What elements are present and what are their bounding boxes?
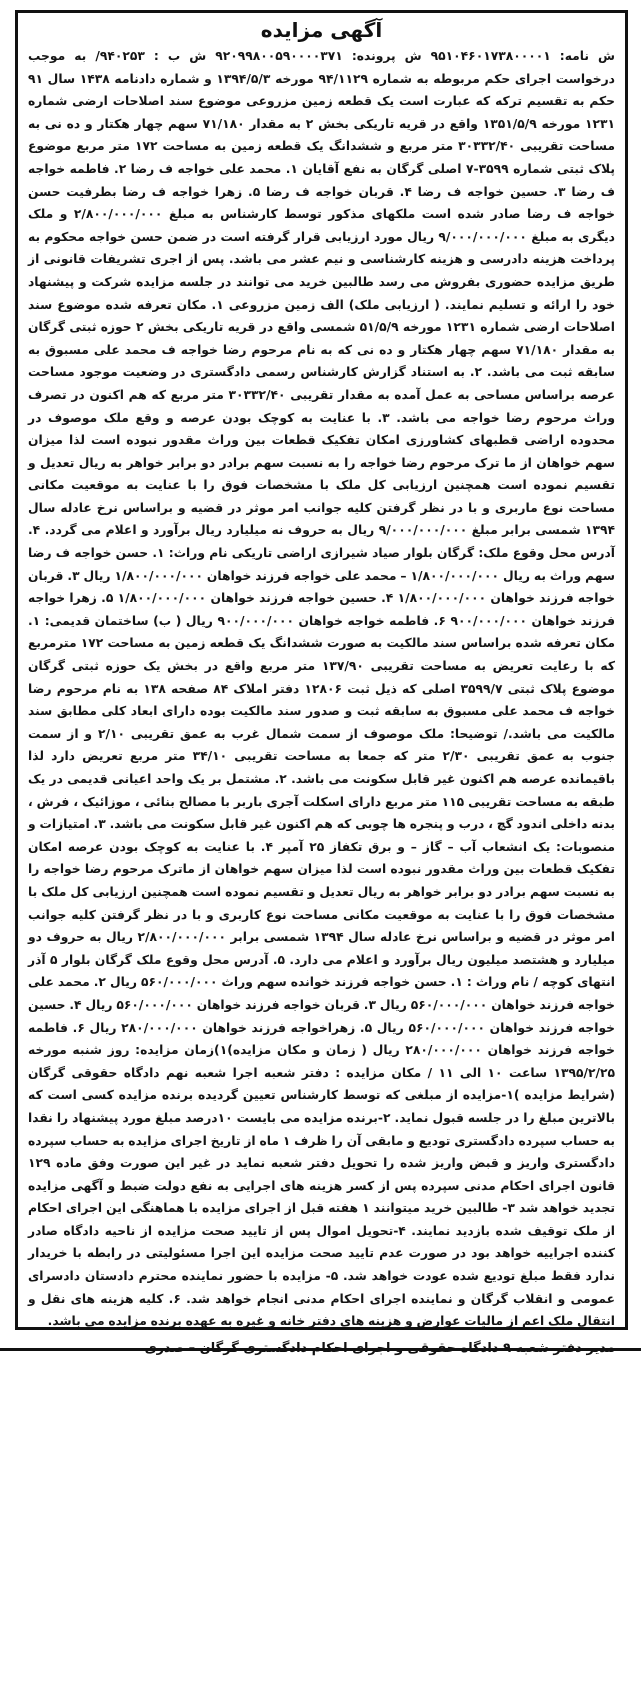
notice-body: ش نامه: ۹۵۱۰۴۶۰۱۷۳۸۰۰۰۰۱ ش پرونده: ۹۲۰۹۹۸۰۰۵۹۰۰۰۰۳۷۱ ش ب : ۹۴۰۲۵۳/ به موجب درخواست اجرای حکم مربوطه به شماره ۹۴/۱۱۲۹ مورخه ۱۳۹۴/۵/۳ و شماره دادنامه ۱۴۳۸ سال ۹۱ حکم به تقسیم ترکه که عبارت است یک قطعه زمین مزروعی موضوع سند اصلاحات ارضی شماره ۱۲۳۱ مورخه ۱۳۵۱/۵/۹ واقع در قریه تاریکی بخش ۲ به مقدار ۷۱/۱۸۰ سهم چهار هکتار و ده نی به مساحت تقریبی ۳۰۳۳۲/۴۰ متر مربع و ششدانگ یک قطعه زمین به مساحت ۱۷۲ متر مربع موضوع پلاک ثبتی شماره ۳۵۹۹-۷ اصلی گرگان به نفع آقایان ۱. محمد علی خواجه ف رضا ۲. فاطمه خواجه ف رضا ۳. حسین خواجه ف رضا ۴. قربان خواجه ف رضا ۵. زهرا خواجه ف رضا بطرفیت حسن خواجه ف رضا صادر شده است ملکهای مذکور توسط کارشناس به مبلغ ۲/۸۰۰/۰۰۰/۰۰۰ و ملک دیگری به مبلغ ۹/۰۰۰/۰۰۰/۰۰۰ ریال مورد ارزیابی قرار گرفته است در ضمن حسن خواجه محکوم به پرداخت هزینه دادرسی و هزینه کارشناسی و نیم عشر می باشد. پس از اجری تشریفات قانونی از طریق مزایده حضوری بفروش می رسد طالبین خرید می توانند در جلسه مزایده شرکت و پیشنهاد خود را ارائه و تسلیم نمایند. ( ارزیابی ملک) الف زمین مزروعی ۱. مکان تعرفه شده موضوع سند اصلاحات ارضی شماره ۱۲۳۱ مورخه ۵۱/۵/۹ شمسی واقع در قریه تاریکی بخش ۲ حوزه ثبتی گرگان به مقدار ۷۱/۱۸۰ سهم چهار هکتار و ده نی که به نام مرحوم رضا خواجه ف محمد علی مسبوق به سابقه ثبت می باشد. ۲. به استناد گزارش کارشناس رسمی دادگستری در وضعیت موجود مساحت عرصه براساس مساحی به عمل آمده به مقدار تقریبی ۳۰۳۳۲/۴۰ متر مربع که هم اکنون در تصرف وراث مرحوم رضا خواجه می باشد. ۳. با عنایت به کوچک بودن عرصه و وقع ملک موصوف در محدوده اراضی قطبهای کشاورزی امکان تفکیک قطعات بین وراث مقدور نبوده است لذا میزان سهم خواهان از ما ترک مرحوم رضا خواجه را به نسبت سهم برادر دو برابر خواهر به ریال تعدیل و تقسیم نموده است همچنین ارزیابی کل ملک با مشخصات فوق را با عنایت به موقعیت مکانی مساحت نوع ماربری و با در نظر گرفتن کلیه جوانب امر موثر در قضیه و براساس نرخ عادله سال ۱۳۹۴ شمسی برابر مبلغ ۹/۰۰۰/۰۰۰/۰۰۰ ریال به حروف نه میلیارد ریال برآورد و اعلام می گردد. ۴. آدرس محل وقوع ملک: گرگان بلوار صیاد شیرازی اراضی تاریکی نام وراث: ۱. حسن خواجه ف رضا سهم وراث به ریال ۱/۸۰۰/۰۰۰/۰۰۰ – محمد علی خواجه فرزند خواهان ۱/۸۰۰/۰۰۰/۰۰۰ ریال ۳. قربان خواجه فرزند خواهان ۱/۸۰۰/۰۰۰/۰۰۰ ۴. حسین خواجه فرزند خواهان ۱/۸۰۰/۰۰۰/۰۰۰ ۵. زهرا خواجه فرزند خواهان ۹۰۰/۰۰۰/۰۰۰ ۶. فاطمه خواجه خواهان ۹۰۰/۰۰۰/۰۰۰ ریال ( ب) ساختمان قدیمی: ۱. مکان تعرفه شده براساس سند مالکیت به صورت ششدانگ یک قطعه زمین به مساحت ۱۷۲ مترمربع که با رعایت تعریض به مساحت تقریبی ۱۳۷/۹۰ متر مربع واقع در بخش یک حوزه ثبتی گرگان موضوع پلاک ثبتی ۳۵۹۹/۷ اصلی که ذیل ثبت ۱۲۸۰۶ دفتر املاک ۸۴ صفحه ۱۳۸ به نام مرحوم رضا خواجه ف محمد علی مسبوق به سابقه ثبت و صدور سند مالکیت بوده دارای ابعاد کلی مطابق سند مالکیت می باشد./ توضیحا: ملک موصوف از سمت شمال غرب به عمق تقریبی ۲/۱۰ و از سمت جنوب به عمق تقریبی ۲/۳۰ متر که جمعا به مساحت تقریبی ۳۴/۱۰ متر مربع تعریض دارد لذا باقیمانده عرصه هم اکنون غیر قابل سکونت می باشد. ۲. مشتمل بر یک واحد اعیانی قدیمی در یک طبقه به مساحت تقریبی ۱۱۵ متر مربع دارای اسکلت آجری باربر با مصالح بنائی ، موزائیک ، فرش ، بدنه داخلی اندود گچ ، درب و پنجره ها چوبی که هم اکنون غیر قابل سکونت می باشد. ۳. امتیازات و منصوبات: یک انشعاب آب – گاز – و برق تکفاز ۲۵ آمپر ۴. با عنایت به کوچک بودن عرصه امکان تفکیک قطعات بین وراث مقدور نبوده است لذا میزان سهم خواهان از ماترک مرحوم رضا خواجه را به نسبت سهم برادر دو برابر خواهر به ریال تعدیل و تقسیم نموده است همچنین ارزیابی کل ملک با مشخصات فوق را با عنایت به موقعیت مکانی مساحت نوع کاربری و با در نظر گرفتن کلیه جوانب امر موثر در قضیه و براساس نرخ عادله سال ۱۳۹۴ شمسی برابر ۲/۸۰۰/۰۰۰/۰۰۰ ریال به حروف دو میلیارد و هشتصد میلیون ریال برآورد و اعلام می دارد. ۵. آدرس محل وقوع ملک گرگان بلوار ۵ آذر انتهای کوچه / نام وراث : ۱. حسن خواجه فرزند خوانده سهم وراث ۵۶۰/۰۰۰/۰۰۰ ریال ۲. محمد علی خواجه فرزند خواهان ۵۶۰/۰۰۰/۰۰۰ ریال ۳. قربان خواجه فرزند خواهان ۵۶۰/۰۰۰/۰۰۰ ریال ۴. حسین خواجه فرزند خواهان ۵۶۰/۰۰۰/۰۰۰ ریال ۵. زهراخواجه فرزند خواهان ۲۸۰/۰۰۰/۰۰۰ ریال ۶. فاطمه خواجه فرزند خواهان ۲۸۰/۰۰۰/۰۰۰ ریال ( زمان و مکان مزایده)۱)زمان مزایده: روز شنبه مورخه ۱۳۹۵/۲/۲۵ ساعت ۱۰ الی ۱۱ / مکان مزایده : دفتر شعبه اجرا شعبه نهم دادگاه حقوقی گرگان (شرایط مزایده )۱-مزایده از مبلغی که توسط کارشناس تعیین گردیده برنده مزایده کسی است که بالاترین مبلغ را در جلسه قبول نماید. ۲-برنده مزایده می بایست ۱۰درصد مبلغ مورد پیشنهاد را نقدا به حساب سپرده دادگستری تودیع و مابقی آن را ظرف ۱ ماه از تاریخ اجرای مزایده به حساب سپرده دادگستری واریز و قبض واریز شده را تحویل دفتر شعبه نماید در غیر این صورت وفق ماده ۱۲۹ قانون اجرای احکام مدنی سپرده پس از کسر هزینه های اجرایی به نفع دولت ضبط و آگهی مزایده تجدید خواهد شد ۳- طالبین خرید میتوانند ۱ هفته قبل از اجرای مزایده با هماهنگی این اجرای احکام از ملک توقیف شده بازدید نمایند. ۴-تحویل اموال پس از تایید صحت مزایده از ناحیه دادگاه صادر کننده اجراییه خواهد بود در صورت عدم تایید صحت مزایده این اجرا مسئولیتی در رابطه با خریدار ندارد فقط مبلغ تودیع شده عودت خواهد شد. ۵- مزایده با حضور نماینده محترم دادستان دادسرای عمومی و انقلاب گرگان و نماینده اجرای احکام مدنی انجام خواهد شد. ۶. کلیه هزینه های نقل و انتقال ملک اعم از مالیات عوارض و هزینه های دفتر خانه و غیره به عهده برنده مزایده می باشد. [28,49,616,1329]
notice-signature: مدیر دفتر شعبه ۹ دادگاه حقوقی و اجرای احکام دادگستری گرگان – صدری [144,1340,615,1356]
auction-notice [15,10,628,1356]
notice-title: آگهی مزایده [260,18,383,42]
bottom-divider [0,1348,641,1351]
